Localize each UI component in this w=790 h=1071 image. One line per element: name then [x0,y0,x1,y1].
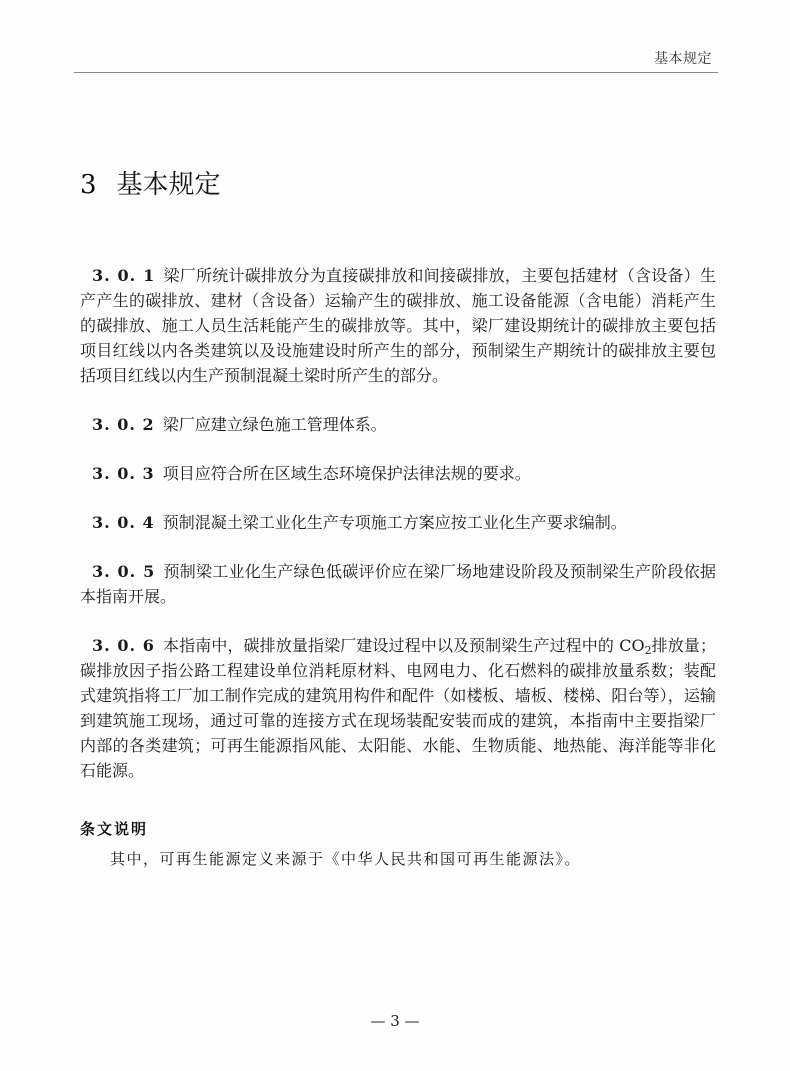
clause-text: 梁厂所统计碳排放分为直接碳排放和间接碳排放，主要包括建材（含设备）生产产生的碳排放、建材（含设备）运输产生的碳排放、施工设备能源（含电能）消耗产生的碳排放、施工人员生活耗能产生的碳排放等。其中，梁厂建设期统计的碳排放主要包括项目红线以内各类建筑以及设施建设时所产生的部分，预制梁生产期统计的碳排放主要包括项目红线以内生产预制混凝土梁时所产生的部分。 [80,266,716,385]
explanation-title: 条文说明 [80,820,149,838]
clause-text: 预制混凝土梁工业化生产专项施工方案应按工业化生产要求编制。 [162,513,627,532]
clause-3-0-6 [80,633,716,783]
clause-3-0-3 [80,461,716,486]
clause-3-0-2 [80,412,716,437]
clause-number: 3. 0. 1 [92,266,156,285]
explanation-text: 其中，可再生能源定义来源于《中华人民共和国可再生能源法》。 [110,850,582,868]
clause-text-after-subscript: 排放量；碳排放因子指公路工程建设单位消耗原材料、电网电力、化石燃料的碳排放量系数；装配式建筑指将工厂加工制作完成的建筑用构件和配件（如楼板、墙板、楼梯、阳台等），运输到建筑施工现场，通过可靠的连接方式在现场装配安装而成的建筑，本指南中主要指梁厂内部的各类建筑；可再生能源指风能、太阳能、水能、生物质能、地热能、海洋能等非化石能源。 [80,636,716,780]
clause-3-0-5 [80,559,716,609]
clause-list [80,263,716,807]
clause-3-0-4 [80,510,716,535]
clause-text: 项目应符合所在区域生态环境保护法律法规的要求。 [162,464,531,483]
clause-text-before-subscript: 本指南中，碳排放量指梁厂建设过程中以及预制梁生产过程中的 CO [162,636,645,655]
clause-text: 预制梁工业化生产绿色低碳评价应在梁厂场地建设阶段及预制梁生产阶段依据本指南开展。 [80,562,716,606]
clause-number: 3. 0. 5 [92,562,156,581]
clause-number: 3. 0. 4 [92,513,155,532]
chapter-heading [80,164,221,201]
clause-number: 3. 0. 3 [92,464,155,483]
header-rule [74,72,718,73]
clause-text: 梁厂应建立绿色施工管理体系。 [162,415,387,434]
co2-subscript: 2 [644,644,652,657]
clause-number: 3. 0. 6 [92,636,155,655]
clause-3-0-1 [80,263,716,388]
chapter-number: 3 [80,170,97,200]
clause-number: 3. 0. 2 [92,415,155,434]
chapter-title: 基本规定 [116,170,221,200]
running-header: 基本规定 [654,51,712,67]
page-number: — 3 — [370,1012,420,1030]
